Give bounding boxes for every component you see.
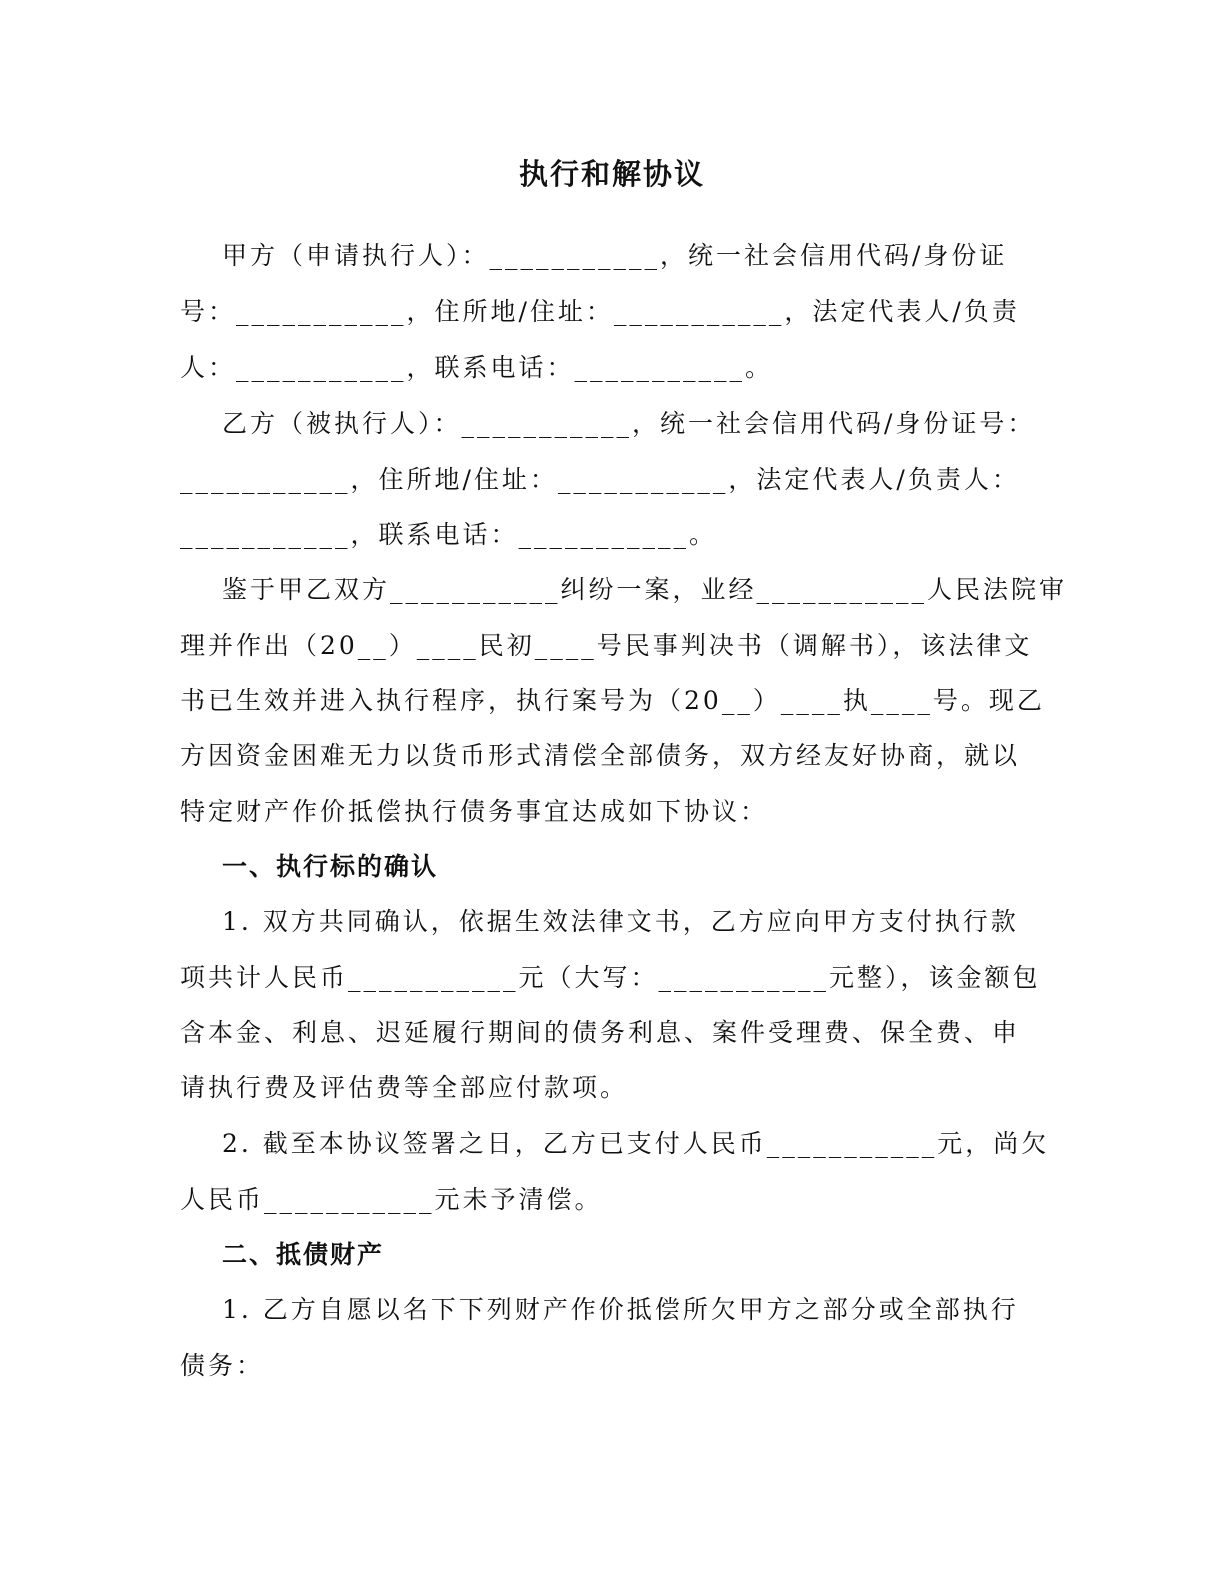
- clause-1-1-line-2: 项共计人民币___________元（大写：___________元整），该金额包: [180, 963, 1041, 992]
- party-a-line-3: 人：___________，联系电话：___________。: [180, 353, 774, 382]
- clause-1-2-line-1: 2. 截至本协议签署之日，乙方已支付人民币___________元，尚欠: [222, 1129, 1050, 1158]
- party-b-line-2: ___________，住所地/住址：___________，法定代表人/负责人：: [180, 465, 1020, 494]
- document-title: 执行和解协议: [518, 157, 705, 191]
- clause-1-1-line-4: 请执行费及评估费等全部应付款项。: [180, 1073, 629, 1102]
- party-b-line-3: ___________，联系电话：___________。: [180, 520, 718, 549]
- preamble-line-4: 方因资金困难无力以货币形式清偿全部债务，双方经友好协商，就以: [180, 741, 1021, 770]
- party-a-line-1: 甲方（申请执行人）：___________，统一社会信用代码/身份证: [222, 241, 1008, 270]
- clause-1-2-line-2: 人民币___________元未予清偿。: [180, 1185, 603, 1214]
- party-a-line-2: 号：___________，住所地/住址：___________，法定代表人/负责: [180, 297, 1020, 326]
- preamble-line-5: 特定财产作价抵偿执行债务事宜达成如下协议：: [180, 797, 769, 826]
- clause-2-1-line-2: 债务：: [180, 1351, 265, 1380]
- preamble-line-1: 鉴于甲乙双方___________纠纷一案，业经___________人民法院审: [222, 575, 1068, 604]
- section-heading-2: 二、抵债财产: [222, 1240, 385, 1269]
- preamble-line-2: 理并作出（20__）____民初____号民事判决书（调解书），该法律文: [180, 631, 1033, 660]
- section-heading-1: 一、执行标的确认: [222, 852, 439, 881]
- clause-1-1-line-3: 含本金、利息、迟延履行期间的债务利息、案件受理费、保全费、申: [180, 1018, 1021, 1047]
- party-b-line-1: 乙方（被执行人）：___________，统一社会信用代码/身份证号：: [222, 409, 1036, 438]
- clause-2-1-line-1: 1. 乙方自愿以名下下列财产作价抵偿所欠甲方之部分或全部执行: [222, 1295, 1019, 1324]
- preamble-line-3: 书已生效并进入执行程序，执行案号为（20__）____执____号。现乙: [180, 686, 1045, 715]
- clause-1-1-line-1: 1. 双方共同确认，依据生效法律文书，乙方应向甲方支付执行款: [222, 907, 1019, 936]
